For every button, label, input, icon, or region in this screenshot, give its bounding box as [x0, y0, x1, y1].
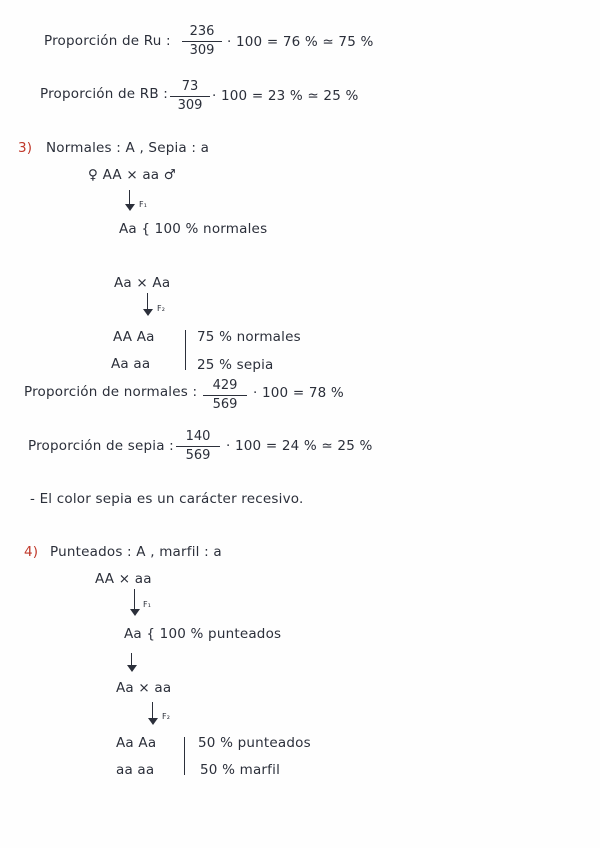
section-3-phenotype-2: 25 % sepia — [197, 357, 274, 373]
section-4-genotypes-row1: Aa Aa — [116, 735, 157, 751]
ru-result: · 100 = 76 % ≃ 75 % — [227, 34, 374, 50]
rb-numerator: 73 — [181, 79, 199, 94]
ru-fraction — [182, 24, 222, 59]
section-3-f1-label: F₁ — [139, 200, 148, 209]
normales-denominator: 569 — [212, 397, 238, 412]
brace — [184, 737, 185, 775]
down-arrow-icon — [126, 653, 138, 673]
section-4-f1-result: Aa { 100 % punteados — [124, 626, 282, 642]
sepia-numerator: 140 — [185, 429, 211, 444]
section-4-number: 4) — [24, 544, 39, 560]
down-arrow-icon — [129, 589, 141, 617]
rb-result: · 100 = 23 % ≃ 25 % — [212, 88, 359, 104]
ru-numerator: 236 — [189, 24, 215, 39]
rb-denominator: 309 — [177, 98, 203, 113]
section-4-phenotype-1: 50 % punteados — [198, 735, 311, 751]
fraction-bar — [182, 41, 222, 42]
section-4-genotypes-row2: aa aa — [116, 762, 155, 778]
section-3-genotypes-row2: Aa aa — [111, 356, 151, 372]
section-4-cross-p: AA × aa — [95, 571, 152, 587]
section-3-f1-result: Aa { 100 % normales — [119, 221, 268, 237]
sepia-proportion-label: Proporción de sepia : — [28, 438, 174, 454]
down-arrow-icon — [142, 293, 154, 317]
section-3-genotypes-row1: AA Aa — [113, 329, 155, 345]
normales-numerator: 429 — [212, 378, 238, 393]
sepia-fraction — [176, 429, 220, 464]
normales-fraction — [203, 378, 247, 413]
section-3-conclusion: - El color sepia es un carácter recesivo. — [30, 491, 304, 507]
brace — [185, 330, 186, 370]
sepia-denominator: 569 — [185, 448, 211, 463]
section-3-number: 3) — [18, 140, 33, 156]
section-4-f2-label: F₂ — [162, 712, 171, 721]
section-3-phenotype-1: 75 % normales — [197, 329, 301, 345]
fraction-bar — [176, 446, 220, 447]
section-4-title: Punteados : A , marfil : a — [50, 544, 222, 560]
normales-proportion-label: Proporción de normales : — [24, 384, 198, 400]
section-4-f1-label: F₁ — [143, 600, 152, 609]
section-3-cross-f1: Aa × Aa — [114, 275, 171, 291]
fraction-bar — [203, 395, 247, 396]
section-4-phenotype-2: 50 % marfil — [200, 762, 281, 778]
fraction-bar — [170, 96, 210, 97]
section-3-cross-p: ♀ AA × aa ♂ — [88, 167, 177, 183]
down-arrow-icon — [124, 190, 136, 212]
rb-fraction — [170, 79, 210, 114]
ru-proportion-label: Proporción de Ru : — [44, 33, 171, 49]
section-3-f2-label: F₂ — [157, 304, 166, 313]
down-arrow-icon — [147, 702, 159, 726]
ru-denominator: 309 — [189, 43, 215, 58]
normales-result: · 100 = 78 % — [253, 385, 344, 401]
rb-proportion-label: Proporción de RB : — [40, 86, 169, 102]
sepia-result: · 100 = 24 % ≃ 25 % — [226, 438, 373, 454]
section-3-title: Normales : A , Sepia : a — [46, 140, 210, 156]
section-4-cross-f1: Aa × aa — [116, 680, 172, 696]
